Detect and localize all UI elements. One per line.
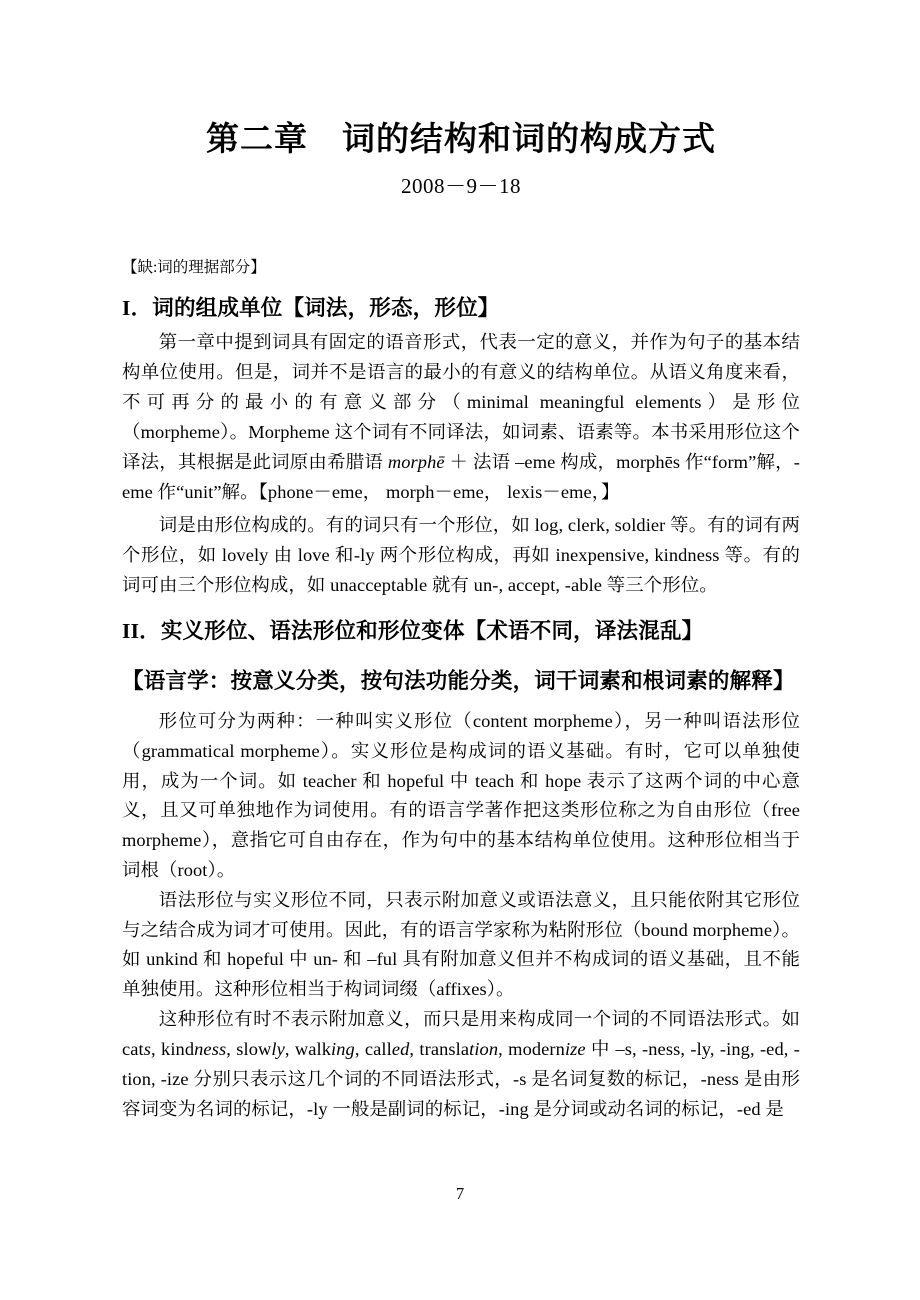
suffix-italic-tion: tion: [469, 1038, 499, 1059]
suffix-italic-ly: ly: [271, 1038, 285, 1059]
paragraph-1-2: 词是由形位构成的。有的词只有一个形位，如 log, clerk, soldier 等。有的词有两个形位，如 lovely 由 love 和-ly 两个形位构成，再如 inexpensive, kindness 等。有的词可由三个形位构成，如 unacceptable 就有 un-, accept, -able 等三个形位。: [122, 515, 800, 595]
paragraph-2-1: 形位可分为两种：一种叫实义形位（content morpheme），另一种叫语法形位（grammatical morpheme）。实义形位是构成词的语义基础。有时，它可以单独使用，成为一个词。如 teacher 和 hopeful 中 teach 和 hope 表示了这两个词的中心意义，且又可单独地作为词使用。有的语言学著作把这类形位称之为自由形位（free morpheme），意指它可自由存在，作为句中的基本结构单位使用。这种形位相当于词根（root）。: [122, 710, 800, 881]
paragraph-1-1: 第一章中提到词具有固定的语音形式，代表一定的意义，并作为句子的基本结构单位使用。但是，词并不是语言的最小的有意义的结构单位。从语义角度来看，不可再分的最小的有意义部分（minimal meaningful elements）是形位（morpheme）。Morpheme 这个词有不同译法，如词素、语素等。本书采用形位这个译法，其根据是此词原由希腊语 morphē ＋ 法语 –eme 构成，morphēs 作“form”解，-eme 作“unit”解。【phone－eme， morph－eme， lexis－eme，】: [122, 332, 800, 502]
section-title-2: 实义形位、语法形位和形位变体【术语不同，译法混乱】: [160, 618, 704, 643]
suffix-italic-ed: ed: [391, 1038, 410, 1059]
editorial-note: 【缺:词的理据部分】: [122, 258, 266, 276]
page-title: 第二章 词的结构和词的构成方式: [206, 120, 716, 157]
section-title-1: 词的组成单位【词法，形态，形位】: [152, 296, 500, 321]
section-heading-2: [122, 601, 800, 647]
bracket-subheading: 【语言学：按意义分类，按句法功能分类，词干词素和根词素的解释】: [122, 669, 795, 694]
greek-root-italic: morphē: [387, 451, 445, 472]
suffix-italic-ness: ness: [194, 1038, 227, 1059]
suffix-italic-s: s: [143, 1038, 152, 1059]
suffix-italic-ing: ing: [331, 1038, 355, 1059]
section-number-1: I．: [122, 296, 153, 321]
page-number: 7: [455, 1184, 465, 1203]
section-number-2: II．: [122, 618, 161, 643]
paragraph-2-3: 这种形位有时不表示附加意义，而只是用来构成同一个词的不同语法形式。如 cats, kindness, slowly, walking, called, translation, modernize 中 –s, -ness, -ly, -ing, -ed, -tion, -ize 分别只表示这几个词的不同语法形式，-s 是名词复数的标记，-ness 是由形容词变为名词的标记，-ly 一般是副词的标记，-ing 是分词或动名词的标记，-ed 是: [122, 1009, 800, 1119]
paragraph-2-2: 语法形位与实义形位不同，只表示附加意义或语法意义，且只能依附其它形位与之结合成为词才可使用。因此，有的语言学家称为粘附形位（bound morpheme）。如 unkind 和 hopeful 中 un- 和 –ful 具有附加意义但并不构成词的语义基础，且不能单独使用。这种形位相当于构词词缀（affixes）。: [122, 889, 800, 1000]
section-heading-1: [122, 278, 800, 324]
document-date: 2008－9－18: [401, 174, 521, 199]
suffix-italic-ize: ize: [564, 1038, 586, 1059]
